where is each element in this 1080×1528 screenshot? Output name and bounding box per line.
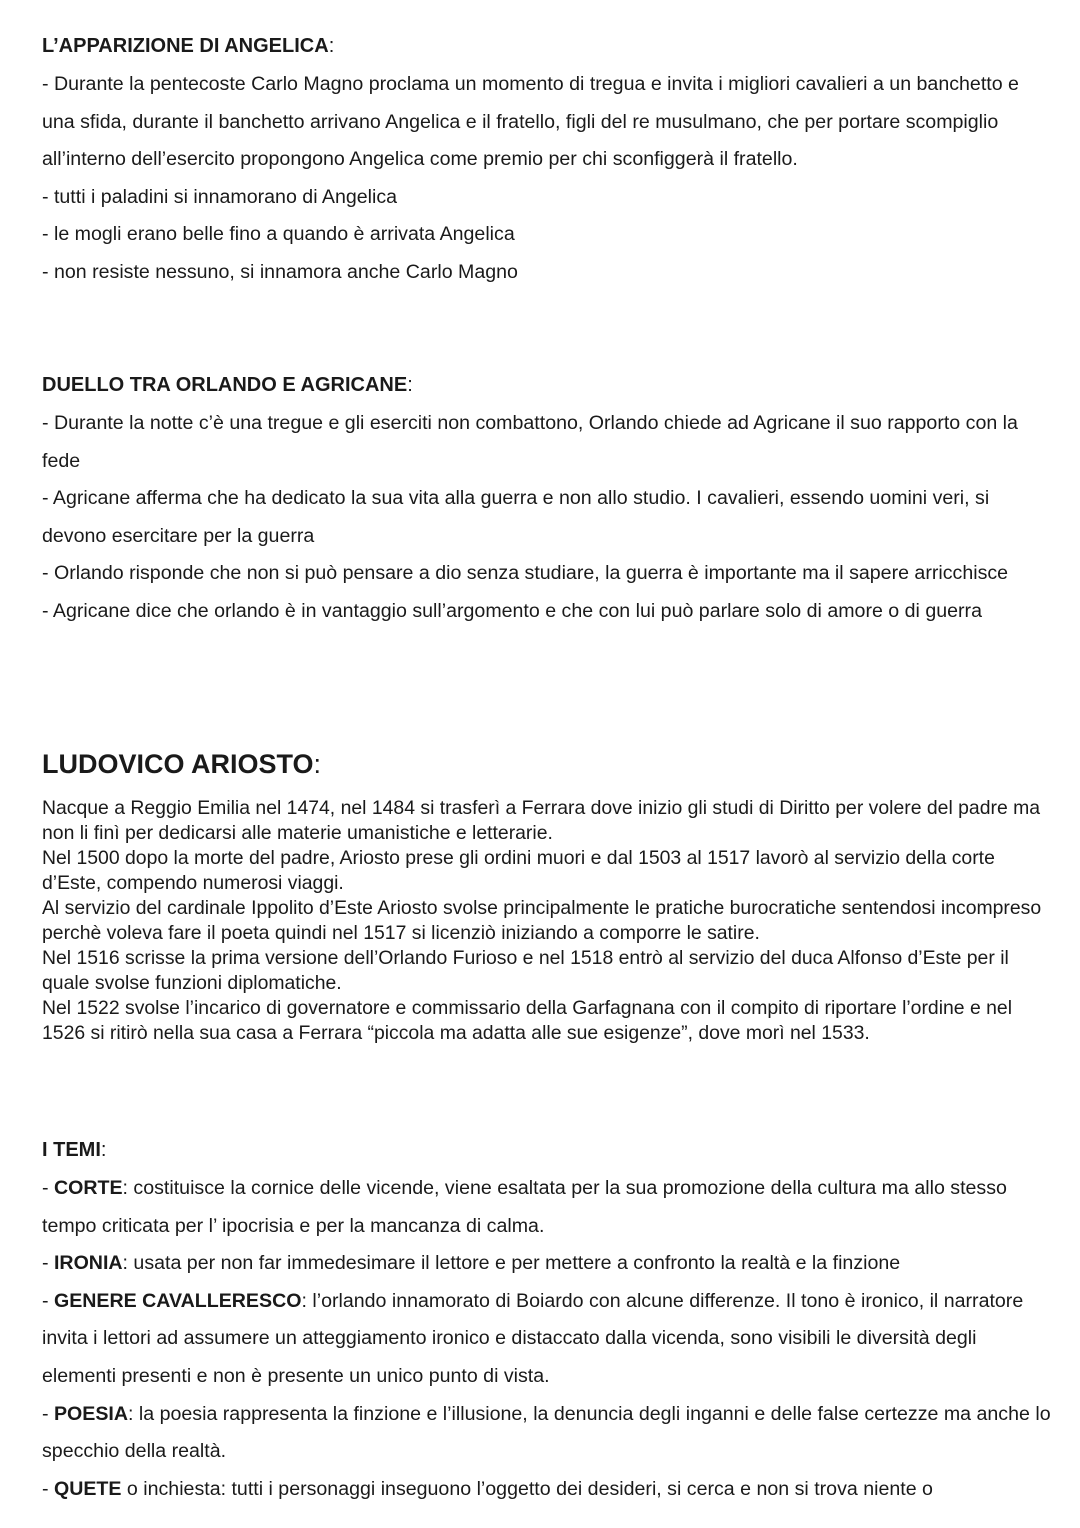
paragraph: Nacque a Reggio Emilia nel 1474, nel 1484 si trasferì a Ferrara dove inizio gli studi di Diritto per volere del padre ma non li finì per dedicarsi alle materie umanistiche e letterarie. [42, 797, 1041, 844]
section-ariosto [42, 748, 1052, 1046]
paragraph: Al servizio del cardinale Ippolito d’Este Ariosto svolse principalmente le pratiche burocratiche sentendosi incompreso perchè voleva fare il poeta quindi nel 1517 si licenziò iniziando a comporre le satire. [42, 897, 1042, 944]
paragraph: - Orlando risponde che non si può pensare a dio senza studiare, la guerra è importante ma il sapere arricchisce [42, 562, 1009, 585]
theme-item: - GENERE CAVALLERESCO: l’orlando innamorato di Boiardo con alcune differenze. Il tono è ironico, il narratore invita i lettori ad assumere un atteggiamento ironico e distaccato dalla vicenda, sono visibili le diversità degli elementi presenti e non è presente un unico punto di vista. [42, 1289, 1024, 1387]
paragraph: - le mogli erano belle fino a quando è arrivata Angelica [42, 223, 515, 246]
paragraph: Nel 1522 svolse l’incarico di governatore e commissario della Garfagnana con il compito di riportare l’ordine e nel 1526 si ritirò nella sua casa a Ferrara “piccola ma adatta alle sue esigenze”, dove morì nel 1533. [42, 997, 1013, 1044]
theme-keyword: POESIA [53, 1402, 129, 1425]
section-heading-angelica: L’APPARIZIONE DI ANGELICA: [42, 35, 335, 57]
ariosto-biography [42, 796, 1052, 1046]
section-temi [42, 1138, 1052, 1508]
section-duello [42, 373, 1052, 631]
theme-item: - QUETE o inchiesta: tutti i personaggi inseguono l’oggetto dei desideri, si cerca e non si trova niente o [42, 1477, 933, 1500]
paragraph: Nel 1516 scrisse la prima versione dell’Orlando Furioso e nel 1518 entrò al servizio del duca Alfonso d’Este per il quale svolse funzioni diplomatiche. [42, 947, 1009, 994]
theme-keyword: IRONIA [53, 1252, 123, 1275]
theme-item: - IRONIA: usata per non far immedesimare il lettore e per mettere a confronto la realtà e la finzione [42, 1252, 901, 1275]
paragraph: Nel 1500 dopo la morte del padre, Ariosto prese gli ordini muori e dal 1503 al 1517 lavorò al servizio della corte d’Este, compendo numerosi viaggi. [42, 847, 995, 894]
temi-list [42, 1170, 1052, 1508]
paragraph: - Durante la notte c’è una tregue e gli eserciti non combattono, Orlando chiede ad Agricane il suo rapporto con la fede [42, 412, 1018, 472]
paragraph: - non resiste nessuno, si innamora anche Carlo Magno [42, 260, 518, 283]
theme-item: - POESIA: la poesia rappresenta la finzione e l’illusione, la denuncia degli inganni e delle false certezze ma anche lo specchio della realtà. [42, 1402, 1051, 1463]
theme-keyword: QUETE [53, 1477, 122, 1500]
duello-paragraph-list [42, 405, 1052, 631]
section-heading-temi: I TEMI: [42, 1139, 107, 1161]
section-angelica [42, 34, 1052, 292]
section-heading-ariosto: LUDOVICO ARIOSTO: [42, 749, 322, 779]
paragraph: - tutti i paladini si innamorano di Angelica [42, 185, 398, 208]
paragraph: - Durante la pentecoste Carlo Magno proclama un momento di tregua e invita i migliori cavalieri a un banchetto e una sfida, durante il banchetto arrivano Angelica e il fratello, figli del re musulmano, che per portare scompiglio all’interno dell’esercito propongono Angelica come premio per chi sconfiggerà il fratello. [42, 73, 1019, 171]
paragraph: - Agricane dice che orlando è in vantaggio sull’argomento e che con lui può parlare solo di amore o di guerra [42, 599, 982, 622]
section-heading-duello: DUELLO TRA ORLANDO E AGRICANE: [42, 374, 413, 396]
theme-keyword: GENERE CAVALLERESCO [53, 1289, 302, 1312]
angelica-paragraph-list [42, 66, 1052, 292]
theme-keyword: CORTE [53, 1177, 123, 1199]
paragraph: - Agricane afferma che ha dedicato la sua vita alla guerra e non allo studio. I cavalieri, essendo uomini veri, si devono esercitare per la guerra [42, 487, 990, 547]
theme-item: - CORTE: costituisce la cornice delle vicende, viene esaltata per la sua promozione della cultura ma allo stesso tempo criticata per l’ ipocrisia e per la mancanza di calma. [42, 1177, 1007, 1237]
